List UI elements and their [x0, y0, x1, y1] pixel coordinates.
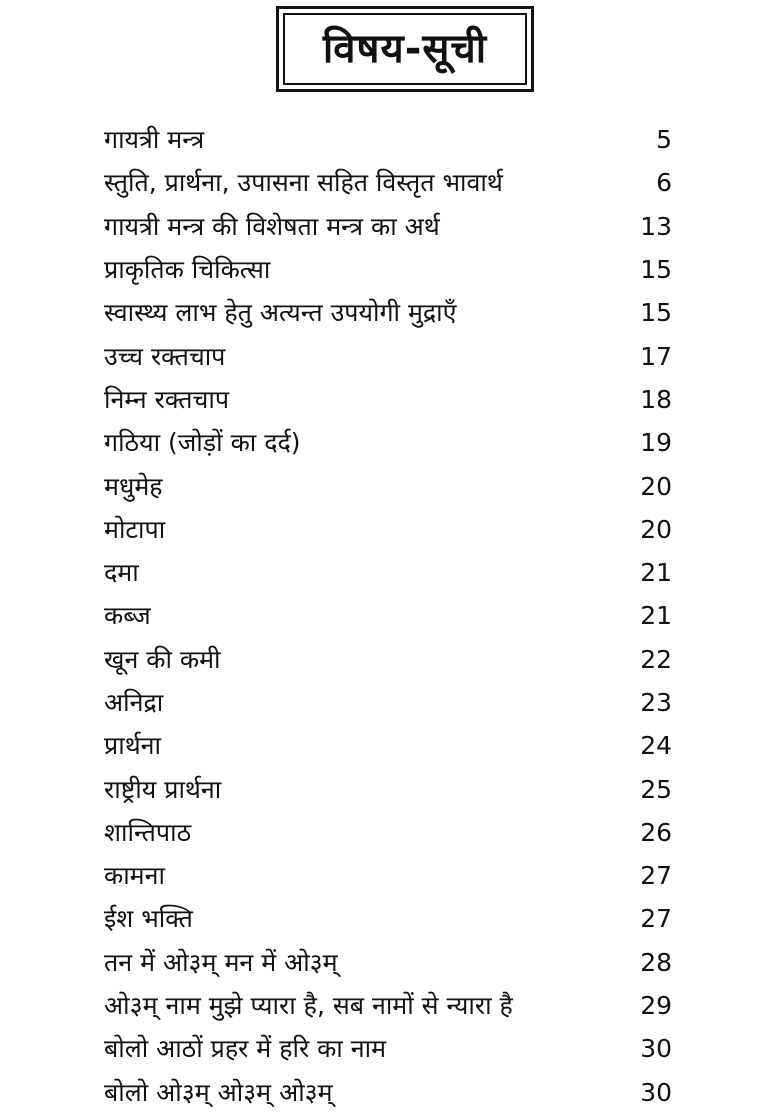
- toc-entry: [104, 1027, 672, 1070]
- toc-entry-page-number: 25: [640, 774, 672, 804]
- toc-entry: [104, 378, 672, 421]
- toc-entry-page-number: 27: [640, 904, 672, 934]
- toc-entry: [104, 291, 672, 334]
- toc-entry-title: तन में ओ३म् मन में ओ३म्: [104, 947, 338, 977]
- page-title: विषय-सूची: [322, 26, 488, 72]
- toc-entry-page-number: 23: [640, 688, 672, 717]
- toc-entry: [104, 811, 672, 854]
- toc-entry-title: स्तुति, प्रार्थना, उपासना सहित विस्तृत भावार्थ: [104, 168, 503, 198]
- toc-entry-title: मोटापा: [104, 514, 166, 544]
- table-of-contents: [104, 118, 672, 1114]
- toc-entry-page-number: 19: [640, 428, 672, 458]
- toc-entry-title: अनिद्रा: [104, 688, 164, 717]
- toc-entry-page-number: 29: [640, 991, 672, 1021]
- toc-entry-title: गठिया (जोड़ों का दर्द): [104, 428, 301, 458]
- toc-entry-page-number: 26: [640, 817, 672, 847]
- toc-entry-title: खून की कमी: [104, 644, 221, 674]
- toc-entry-page-number: 24: [640, 731, 672, 761]
- toc-entry: [104, 508, 672, 551]
- toc-entry: [104, 161, 672, 204]
- toc-entry-title: ओ३म् नाम मुझे प्यारा है, सब नामों से न्यारा है: [104, 991, 513, 1021]
- toc-entry: [104, 638, 672, 681]
- toc-entry-title: गायत्री मन्त्र की विशेषता मन्त्र का अर्थ: [104, 211, 440, 241]
- toc-entry-title: बोलो आठों प्रहर में हरि का नाम: [104, 1034, 387, 1064]
- toc-entry-title: कब्ज: [104, 601, 151, 631]
- toc-entry-title: उच्च रक्तचाप: [104, 341, 226, 371]
- toc-entry-page-number: 18: [640, 384, 672, 414]
- toc-entry-page-number: 28: [640, 947, 672, 977]
- toc-entry: [104, 854, 672, 897]
- toc-entry-page-number: 15: [640, 298, 672, 328]
- toc-entry-page-number: 13: [640, 211, 672, 241]
- toc-entry: [104, 334, 672, 377]
- toc-entry-page-number: 21: [640, 601, 672, 631]
- heading-inner-frame: [283, 13, 527, 85]
- toc-entry-page-number: 21: [640, 558, 672, 588]
- toc-entry-title: ईश भक्ति: [104, 904, 193, 934]
- toc-entry-title: स्वास्थ्य लाभ हेतु अत्यन्त उपयोगी मुद्राएँ: [104, 298, 457, 328]
- toc-entry-title: दमा: [104, 558, 139, 588]
- toc-entry-title: गायत्री मन्त्र: [104, 125, 205, 155]
- toc-entry-page-number: 27: [640, 861, 672, 891]
- toc-entry: [104, 118, 672, 161]
- toc-entry-title: प्राकृतिक चिकित्सा: [104, 255, 271, 285]
- toc-entry: [104, 205, 672, 248]
- toc-entry-page-number: 22: [640, 644, 672, 674]
- toc-entry: [104, 464, 672, 507]
- toc-entry-page-number: 6: [656, 168, 672, 198]
- heading-frame: [276, 6, 534, 92]
- toc-entry-page-number: 20: [640, 471, 672, 501]
- toc-entry: [104, 681, 672, 724]
- toc-entry: [104, 984, 672, 1027]
- toc-entry-title: मधुमेह: [104, 471, 163, 501]
- toc-entry: [104, 421, 672, 464]
- toc-entry-page-number: 15: [640, 255, 672, 285]
- toc-entry: [104, 724, 672, 767]
- toc-entry-title: कामना: [104, 861, 165, 891]
- toc-entry: [104, 551, 672, 594]
- toc-entry-page-number: 20: [640, 514, 672, 544]
- toc-entry: [104, 767, 672, 810]
- toc-entry: [104, 594, 672, 637]
- toc-entry-title: बोलो ओ३म् ओ३म् ओ३म्: [104, 1077, 333, 1107]
- toc-entry-page-number: 5: [656, 125, 672, 155]
- toc-entry-page-number: 17: [640, 341, 672, 371]
- toc-entry: [104, 248, 672, 291]
- toc-entry-page-number: 30: [640, 1077, 672, 1107]
- toc-entry: [104, 1071, 672, 1114]
- toc-entry-title: प्रार्थना: [104, 731, 162, 761]
- toc-entry-title: राष्ट्रीय प्रार्थना: [104, 774, 222, 804]
- toc-entry-title: निम्न रक्तचाप: [104, 384, 230, 414]
- toc-entry: [104, 897, 672, 940]
- toc-entry-page-number: 30: [640, 1034, 672, 1064]
- toc-entry-title: शान्तिपाठ: [104, 817, 192, 847]
- toc-entry: [104, 941, 672, 984]
